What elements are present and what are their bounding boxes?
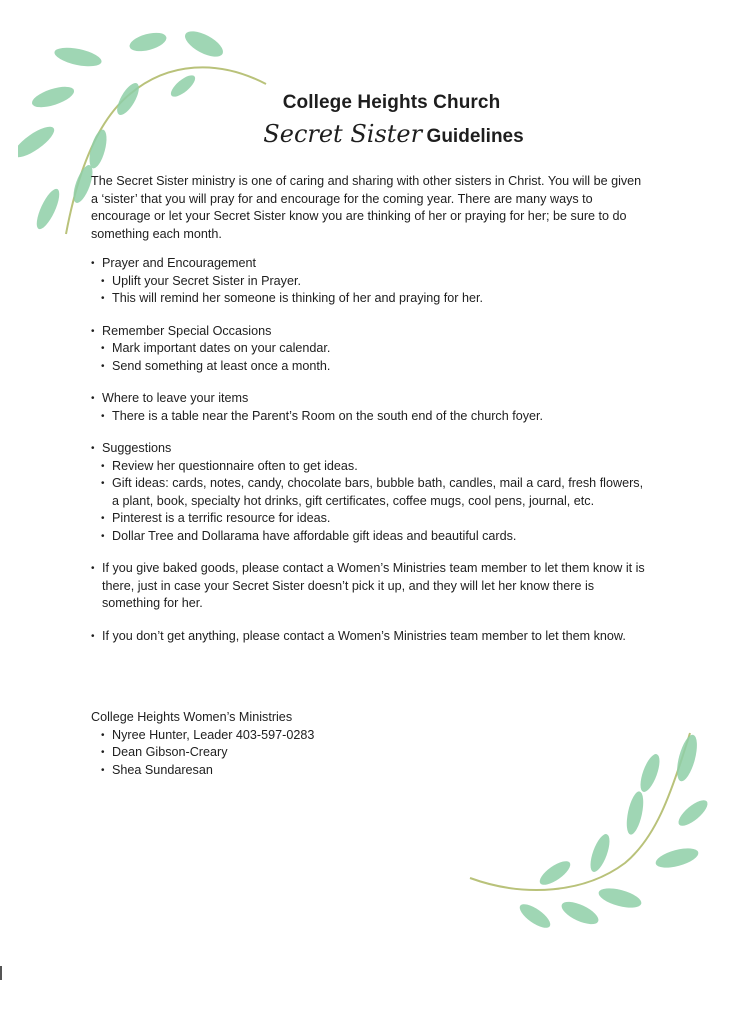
list-item: • Send something at least once a month. — [91, 358, 651, 376]
section-heading: • Prayer and Encouragement — [91, 255, 651, 273]
list-item: • Mark important dates on your calendar. — [91, 340, 651, 358]
document-title — [22, 120, 743, 148]
section-suggestions — [91, 440, 651, 545]
intro-paragraph: The Secret Sister ministry is one of caring and sharing with other sisters in Christ. You will be given a ‘sister’ that you will pray for and encourage for the coming year. There are many ways to encourage or let your Secret Sister know you are thinking of her or praying for her; be sure to do something each month. — [91, 174, 642, 241]
section-where — [91, 390, 651, 425]
section-occasions — [91, 323, 651, 376]
section-heading: • Where to leave your items — [91, 390, 651, 408]
list-item: • Uplift your Secret Sister in Prayer. — [91, 273, 651, 291]
contact-person: • Nyree Hunter, Leader 403-597-0283 — [91, 727, 491, 745]
section-heading: • Remember Special Occasions — [91, 323, 651, 341]
list-item: • Dollar Tree and Dollarama have affordable gift ideas and beautiful cards. — [91, 528, 651, 546]
guidelines-word: Guidelines — [426, 126, 524, 147]
section-heading: • Suggestions — [91, 440, 651, 458]
section-nothing — [91, 628, 651, 646]
list-item: • This will remind her someone is thinking of her and praying for her. — [91, 290, 651, 308]
guidelines-list — [91, 255, 651, 660]
list-item: • Gift ideas: cards, notes, candy, chocolate bars, bubble bath, candles, mail a card, fresh flowers, a plant, book, specialty hot drinks, gift certificates, coffee mugs, cool pens, journal, etc. — [91, 475, 651, 510]
contact-person: • Dean Gibson-Creary — [91, 744, 491, 762]
church-title: College Heights Church — [282, 92, 501, 113]
contacts-title: College Heights Women’s Ministries — [91, 710, 293, 724]
baked-goods-note: • If you give baked goods, please contact a Women’s Ministries team member to let them know it is there, just in case your Secret Sister doesn’t pick it up, and they will let her know there is something for her. — [91, 560, 651, 613]
contacts-block — [91, 709, 491, 779]
scan-edge-mark — [0, 966, 2, 980]
list-item: • Review her questionnaire often to get ideas. — [91, 458, 651, 476]
section-prayer — [91, 255, 651, 308]
nothing-received-note: • If you don’t get anything, please contact a Women’s Ministries team member to let them know. — [91, 628, 651, 646]
list-item: • There is a table near the Parent’s Room on the south end of the church foyer. — [91, 408, 651, 426]
section-baked-goods — [91, 560, 651, 613]
leaf-vine-bottom-icon — [465, 728, 715, 933]
secret-sister-script: Secret Sister — [263, 120, 423, 148]
contact-person: • Shea Sundaresan — [91, 762, 491, 780]
list-item: • Pinterest is a terrific resource for ideas. — [91, 510, 651, 528]
